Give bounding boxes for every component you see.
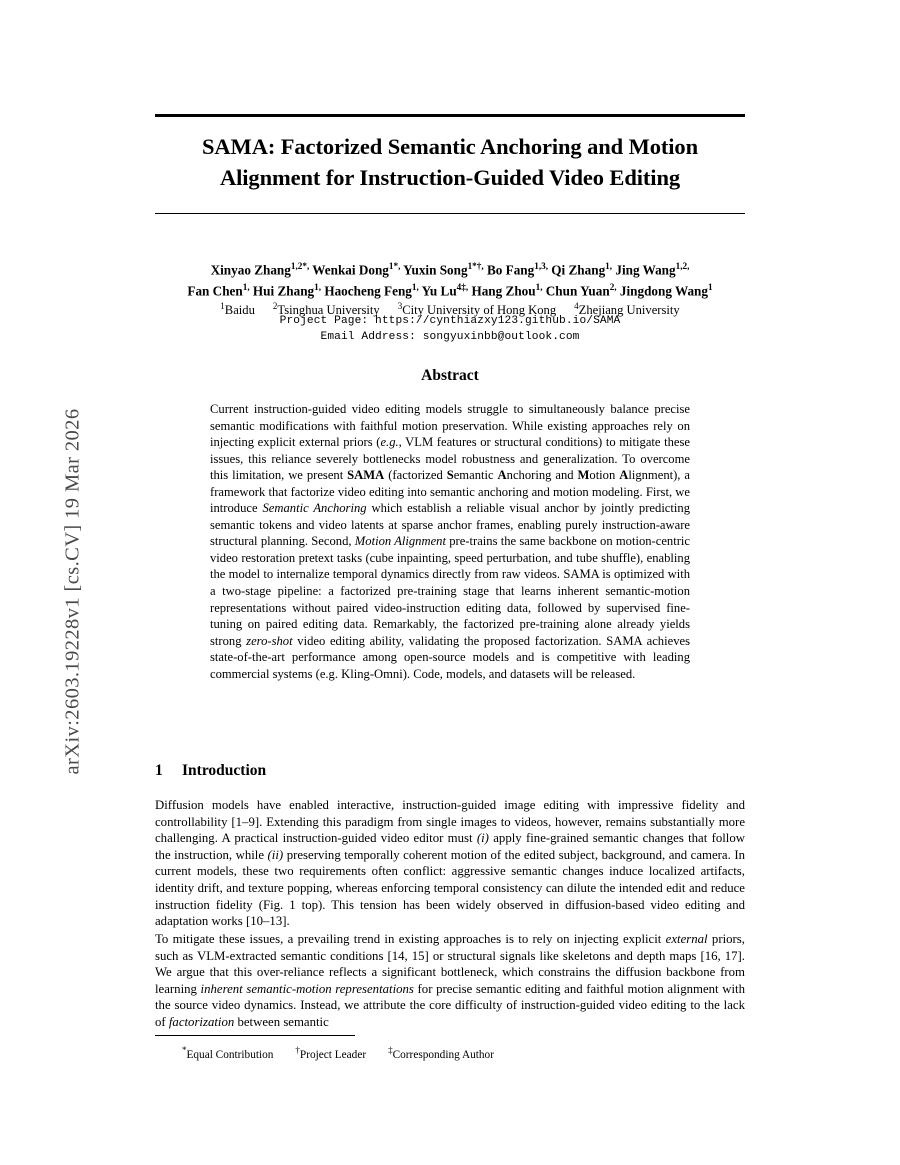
text-run: SAMA	[347, 468, 385, 483]
author-line-1: Xinyao Zhang$^{1,2*,}$ Wenkai Dong$^{1*,}$ Yuxin Song$^{1*\dagger,}$ Bo Fang$^{1,3,}$ Qi Zhang$^{1,}$ Jing Wang$^{1,2,}$	[210, 261, 690, 278]
footnote-rule	[155, 1035, 355, 1036]
text-run: , VLM features or structural conditions) to mitigate these issues, this reliance severely bottlenecks model robustness and generalization. To overcome this limitation, we present	[210, 435, 691, 483]
text-run: Current instruction-guided video editing models struggle to simultaneously balance precise semantic modifications with faithful motion preservation. While existing approaches rely on injecting explicit external priors (	[210, 402, 690, 450]
author-list	[155, 258, 745, 300]
footnote-item: †Project Leader	[295, 1045, 367, 1061]
title-rule-top	[155, 114, 745, 117]
text-run: external	[665, 932, 708, 946]
text-run: To mitigate these issues, a prevailing trend in existing approaches is to rely on injecting explicit	[155, 932, 666, 946]
intro-paragraph-2	[155, 931, 745, 1031]
affiliation-item: $^4$Zhejiang University	[574, 301, 680, 318]
affiliation-index: 4	[574, 301, 579, 311]
footnote-list	[182, 1043, 745, 1063]
text-run: A	[619, 468, 629, 483]
footnote-mark: ‡	[388, 1045, 393, 1055]
text-run: Semantic Anchoring	[262, 501, 367, 516]
text-run: Motion Alignment	[354, 534, 446, 549]
section-1-number: 1	[155, 762, 163, 779]
abstract-body	[210, 401, 690, 682]
intro-paragraph-1	[155, 797, 745, 930]
text-run: inherent semantic-motion representations	[200, 981, 414, 996]
affiliation-index: 2	[272, 301, 278, 311]
paper-page	[155, 0, 745, 1165]
text-run: A	[497, 468, 507, 483]
text-run: for precise semantic editing and faithful motion alignment with the source video dynamics. Instead, we attribute the core difficulty of instruction-guided video editing to the lack of	[155, 981, 745, 1029]
text-run: zero-shot	[246, 633, 293, 648]
text-run: (i)	[476, 831, 489, 846]
author-affiliation-mark: 1,	[605, 261, 613, 271]
email-address[interactable]: Email Address: songyuxinbb@outlook.com	[320, 331, 580, 343]
author-affiliation-mark: 1	[707, 281, 713, 292]
text-run: (factorized	[384, 468, 447, 483]
text-run: e.g.	[380, 435, 399, 450]
text-run: video editing ability, validating the proposed factorization. SAMA achieves state-of-the-art performance among open-source models and is competitive with leading commercial systems (e.g. Kling-Omni). Code, models, and datasets will be released.	[210, 633, 690, 681]
author-affiliation-mark: 1*†,	[467, 261, 484, 271]
text-run: M	[577, 468, 590, 483]
affiliation-item: $^1$Baidu	[220, 301, 255, 318]
text-run: factorization	[168, 1014, 235, 1029]
text-run: emantic	[453, 468, 498, 483]
section-1-title: Introduction	[182, 762, 267, 779]
text-run: preserving temporally coherent motion of the edited subject, background, and camera. In current models, these two requirements often conflict: aggressive semantic changes induce localized artifacts, identity drift, and texture popping, whereas enforcing temporal consistency can dilute the intended edit and reduce instruction fidelity (Fig. 1 top). This tension has been widely observed in diffusion-based video editing and adaptation works [10–13].	[155, 847, 745, 929]
text-run: between semantic	[234, 1014, 329, 1029]
author-affiliation-mark: 1,	[242, 281, 250, 292]
abstract-heading: Abstract	[421, 367, 479, 384]
arxiv-stamp: arXiv:2603.19228v1 [cs.CV] 19 Mar 2026	[61, 408, 84, 775]
section-1-heading	[155, 762, 745, 780]
affiliation-item: $^3$City University of Hong Kong	[397, 301, 557, 318]
text-run: (ii)	[267, 847, 284, 862]
text-run: apply fine-grained semantic changes that follow the instruction, while	[155, 831, 745, 862]
title-rule-bottom	[155, 213, 745, 214]
author-affiliation-mark: 1,	[535, 281, 543, 292]
footnote-item: *Equal Contribution	[182, 1045, 274, 1061]
text-run: S	[446, 468, 454, 483]
author-affiliation-mark: 1,2*,	[290, 261, 310, 271]
author-affiliation-mark: 1*,	[388, 261, 401, 271]
text-run: Diffusion models have enabled interactive, instruction-guided image editing with impressive fidelity and controllability [1–9]. Extending this paradigm from single images to videos, however, remains substantially more challenging. A practical instruction-guided video editor must	[155, 798, 745, 846]
affiliation-index: 3	[397, 301, 403, 311]
author-affiliation-mark: 1,	[411, 281, 419, 292]
text-run: which establish a reliable visual anchor by jointly predicting semantic tokens and video latents at sparse anchor frames, enabling purely instruction-aware structural planning. Second,	[210, 501, 690, 549]
footnote-mark: †	[295, 1045, 300, 1055]
footnote-mark: *	[182, 1045, 187, 1055]
affiliation-item: $^2$Tsinghua University	[272, 301, 380, 318]
affiliation-index: 1	[220, 301, 225, 311]
text-run: pre-trains the same backbone on motion-centric video restoration pretext tasks (cube inpainting, speed perturbation, and tube shuffle), enabling the model to internalize temporal dynamics directly from raw videos. SAMA is optimized with a two-stage pipeline: a factorized pre-training stage that learns inherent semantic-motion representations without paired video-instruction editing data, followed by supervised fine-tuning on paired editing data. Remarkably, the factorized pre-training alone already yields strong	[210, 534, 691, 648]
author-affiliation-mark: 1,	[314, 281, 322, 292]
text-run: lignment), a framework that factorize video editing into semantic anchoring and motion modeling. First, we introduce	[210, 468, 690, 516]
author-affiliation-mark: 1,2,	[675, 261, 690, 271]
author-affiliation-mark: 2,	[609, 281, 617, 292]
project-page-link[interactable]: Project Page: https://cynthiazxy123.github.io/SAMA	[279, 315, 621, 327]
author-affiliation-mark: 4‡,	[456, 281, 469, 292]
author-affiliation-mark: 1,3,	[534, 261, 548, 271]
author-line-2: Fan Chen$^{1,}$ Hui Zhang$^{1,}$ Haocheng Feng$^{1,}$ Yu $Lu^{4\ddagger,}$ Hang Zhou$^{1,}$ Chun Yuan$^{2,}$ Jingdong Wang$^1$	[187, 281, 713, 299]
text-run: priors, such as VLM-extracted semantic conditions [14, 15] or structural signals like skeletons and depth maps [16, 17]. We argue that this over-reliance reflects a significant bottleneck, which constrains the diffusion backbone from learning	[155, 932, 745, 996]
page-title: SAMA: Factorized Semantic Anchoring and Motion Alignment for Instruction-Guided Video Editing	[202, 134, 698, 190]
footnote-item: ‡Corresponding Author	[388, 1045, 494, 1061]
text-run: otion	[589, 468, 620, 483]
text-run: nchoring and	[506, 468, 578, 483]
